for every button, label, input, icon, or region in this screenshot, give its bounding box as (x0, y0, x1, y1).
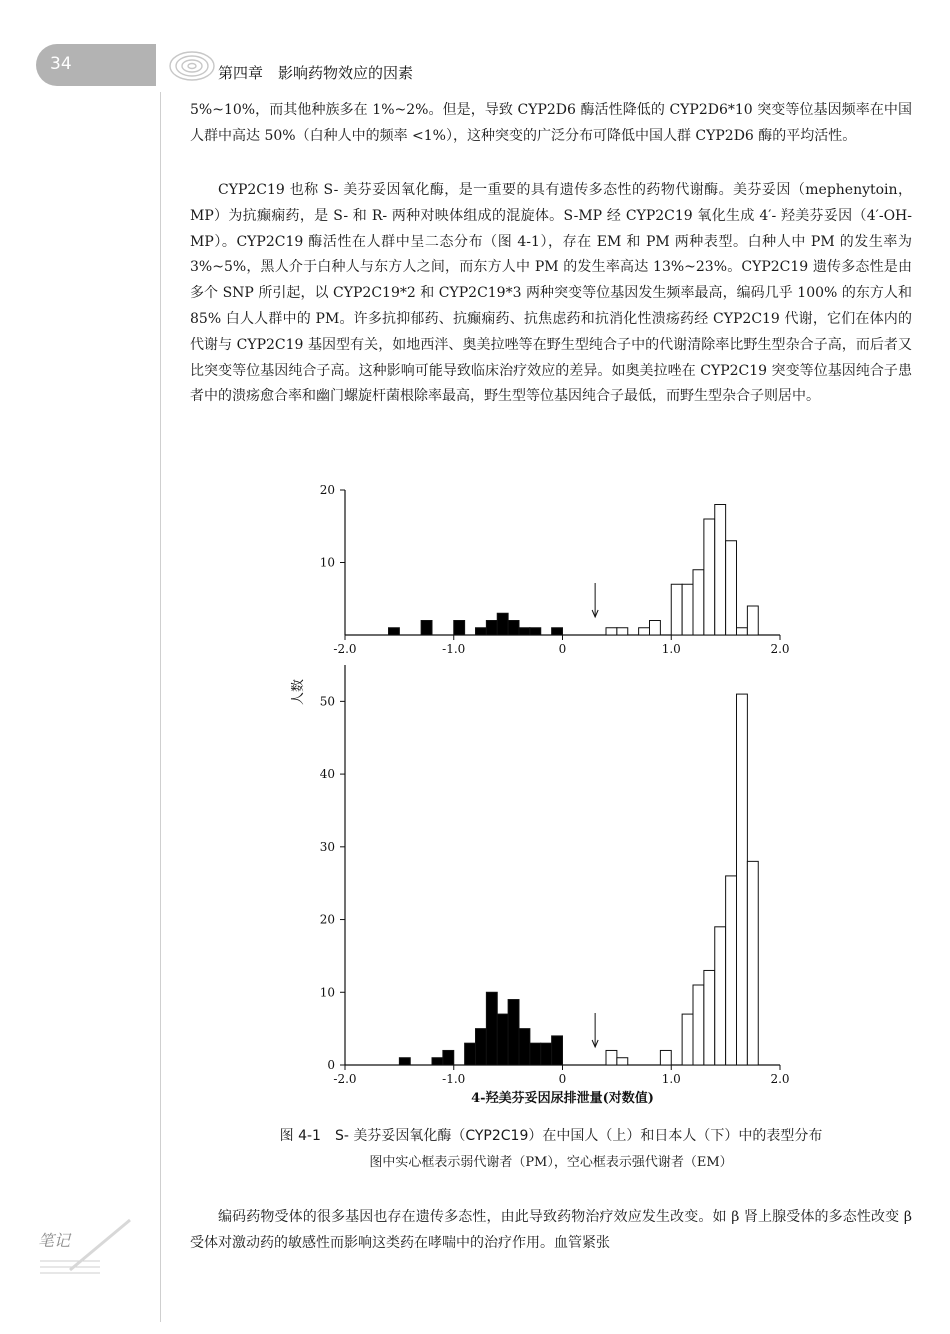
em-bar (747, 861, 758, 1065)
x-tick-label: 0 (558, 642, 567, 656)
x-tick-label: -1.0 (442, 642, 466, 656)
pm-bar (454, 621, 465, 636)
pm-bar (519, 1029, 530, 1065)
em-bar (693, 985, 704, 1065)
pm-bar (476, 1029, 487, 1065)
pm-bar (443, 1050, 454, 1065)
paragraph-3: 编码药物受体的很多基因也存在遗传多态性，由此导致药物治疗效应发生改变。如 β 肾上腺受体的多态性改变 β 受体对激动药的敏感性而影响这类药在哮喘中的治疗作用。血管紧张 (190, 1209, 912, 1251)
pm-bar (530, 628, 541, 635)
em-bar (747, 606, 758, 635)
em-bar (682, 584, 693, 635)
x-tick-label: -2.0 (333, 642, 357, 656)
x-tick-label: -2.0 (333, 1072, 357, 1086)
em-bar (606, 1050, 617, 1065)
em-bar (671, 584, 682, 635)
em-bar (682, 1014, 693, 1065)
pm-bar (552, 628, 563, 635)
swirl-logo-icon (166, 40, 218, 92)
x-tick-label: -1.0 (442, 1072, 466, 1086)
em-bar (737, 694, 748, 1065)
pm-bar (530, 1043, 541, 1065)
x-tick-label: 0 (558, 1072, 567, 1086)
em-bar (715, 927, 726, 1065)
pm-bar (486, 992, 497, 1065)
pm-bar (552, 1036, 563, 1065)
em-bar (617, 1058, 628, 1065)
x-tick-label: 2.0 (770, 1072, 790, 1086)
y-tick-label: 20 (319, 912, 335, 927)
em-bar (726, 541, 737, 635)
pm-bar (465, 1043, 476, 1065)
em-bar (617, 628, 628, 635)
y-tick-label: 30 (319, 839, 335, 854)
em-bar (693, 570, 704, 635)
chapter-title: 第四章 影响药物效应的因素 (218, 64, 414, 82)
pm-bar (476, 628, 487, 635)
margin-divider (160, 92, 161, 1322)
em-bar (704, 970, 715, 1065)
pm-bar (432, 1058, 443, 1065)
em-bar (650, 621, 661, 636)
em-bar (639, 628, 650, 635)
em-bar (606, 628, 617, 635)
chart-chinese (290, 483, 790, 705)
pm-bar (541, 1043, 552, 1065)
page-number: 34 (50, 54, 72, 74)
x-tick-label: 2.0 (770, 642, 790, 656)
x-tick-label: 1.0 (661, 642, 681, 656)
y-tick-label: 20 (319, 483, 335, 497)
em-bar (660, 1050, 671, 1065)
chart-japanese (320, 665, 790, 1106)
pm-bar (497, 1014, 508, 1065)
x-axis-label: 4-羟美芬妥因尿排泄量(对数值) (471, 1091, 654, 1106)
pm-bar (486, 621, 497, 636)
em-bar (715, 505, 726, 636)
figure-caption-note: 图中实心框表示弱代谢者（PM），空心框表示强代谢者（EM） (369, 1155, 733, 1170)
y-tick-label: 10 (319, 985, 335, 1000)
pm-bar (519, 628, 530, 635)
em-bar (704, 519, 715, 635)
paragraph-1: 5%~10%，而其他种族多在 1%~2%。但是，导致 CYP2D6 酶活性降低的 CYP2D6*10 突变等位基因频率在中国人群中高达 50%（白种人中的频率 <1%），这种突变的广泛分布可降低中国人群 CYP2D6 酶的平均活性。 (190, 102, 912, 144)
notes-label: 笔记 (38, 1231, 71, 1250)
em-bar (726, 876, 737, 1065)
em-bar (737, 628, 748, 635)
x-tick-label: 1.0 (661, 1072, 681, 1086)
pm-bar (508, 621, 519, 636)
figure-4-1 (240, 470, 820, 1110)
pm-bar (421, 621, 432, 636)
pm-bar (399, 1058, 410, 1065)
y-tick-label: 10 (319, 555, 335, 570)
y-axis-label: 人数 (291, 678, 306, 706)
paragraph-2: CYP2C19 也称 S- 美芬妥因氧化酶，是一重要的具有遗传多态性的药物代谢酶。美芬妥因（mephenytoin，MP）为抗癫痫药，是 S- 和 R- 两种对映体组成的混旋体。S-MP 经 CYP2C19 氧化生成 4′- 羟美芬妥因（4′-OH-MP）。CYP2C19 酶活性在人群中呈二态分布（图 4-1），存在 EM 和 PM 两种表型。白种人中 PM 的发生率为 3%~5%，黑人介于白种人与东方人之间，而东方人中 PM 的发生率高达 13%~23%。CYP2C19 遗传多态性是由多个 SNP 所引起，以 CYP2C19*2 和 CYP2C19*3 两种突变等位基因发生频率最高，编码几乎 100% 的东方人和 85% 白人人群中的 PM。许多抗抑郁药、抗癫痫药、抗焦虑药和抗消化性溃疡药经 CYP2C19 代谢，它们在体内的代谢与 CYP2C19 基因型有关，如地西泮、奥美拉唑等在野生型纯合子中的代谢清除率比野生型杂合子高，而后者又比突变等位基因纯合子高。这种影响可能导致临床治疗效应的差异。如奥美拉唑在 CYP2C19 突变等位基因纯合子患者中的溃疡愈合率和幽门螺旋杆菌根除率最高，野生型等位基因纯合子最低，而野生型杂合子则居中。 (190, 182, 912, 405)
y-tick-label: 40 (319, 767, 335, 782)
pm-bar (389, 628, 400, 635)
y-tick-label: 0 (327, 1058, 335, 1072)
pm-bar (508, 1000, 519, 1065)
y-tick-label: 50 (319, 694, 335, 709)
pm-bar (497, 613, 508, 635)
figure-caption: 图 4-1 S- 美芬妥因氧化酶（CYP2C19）在中国人（上）和日本人（下）中的表型分布 (279, 1128, 823, 1144)
